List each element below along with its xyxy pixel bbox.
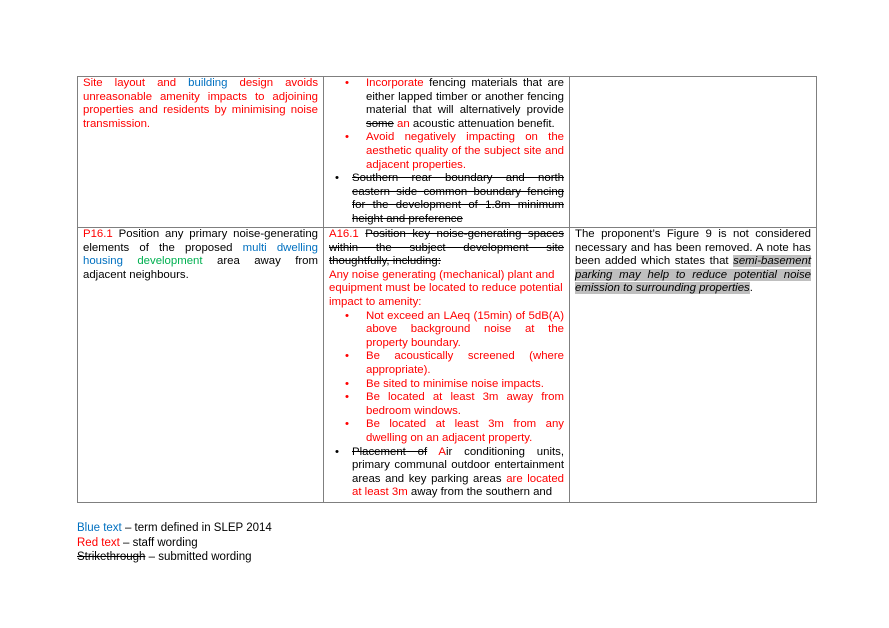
colour-legend (77, 521, 272, 565)
acceptable-solution-cell (324, 77, 570, 228)
objective-text: design avoids unreasonable amenity impacts to adjoining properties and residents by minimising noise transmission. (83, 77, 319, 130)
solution-intro: Any noise generating (mechanical) plant and equipment must be located to reduce potential impact to amenity: (329, 268, 563, 308)
list-item: • Be acoustically screened (where appropriate). (329, 350, 564, 377)
fencing-list (329, 77, 564, 227)
defined-term: multi dwelling housing (83, 241, 319, 268)
defined-term: building (188, 77, 228, 89)
performance-criteria-cell: P16.1 Position any primary noise-generating elements of the proposed multi dwelling housing development area away from adjacent neighbours. (78, 228, 324, 503)
list-item: • Southern rear boundary and north eastern side common boundary fencing for the development of 1.8m minimum height and preference (329, 172, 564, 226)
list-item: • Be located at least 3m from any dwelling on an adjacent property. (329, 418, 564, 445)
comment-cell (570, 77, 817, 228)
legend-item: Blue text – term defined in SLEP 2014 (77, 522, 272, 534)
highlighted-note: semi-basement parking may help to reduce potential noise emission to surrounding properties (575, 255, 812, 295)
solution-ref: A16.1 (329, 228, 359, 240)
controls-table (77, 76, 817, 503)
legend-item: Strikethrough – submitted wording (77, 551, 252, 563)
list-item: • Not exceed an LAeq (15min) of 5dB(A) above background noise at the property boundary. (329, 310, 564, 351)
legend-item: Red text – staff wording (77, 536, 198, 549)
list-item: • Be located at least 3m away from bedroom windows. (329, 391, 564, 418)
defined-term: development (137, 255, 203, 268)
comment-cell: The proponent’s Figure 9 is not considered necessary and has been removed. A note has been added which states that semi-basement parking may help to reduce potential noise emission to surrounding properties. (570, 228, 817, 503)
list-item: • Be sited to minimise noise impacts. (329, 378, 564, 392)
criteria-ref: P16.1 (83, 228, 113, 240)
table-row (78, 228, 817, 503)
acceptable-solution-cell: A16.1 Position key noise-generating spaces within the subject development site thoughtfully, including: Any noise generating (mechanical) plant and equipment must be located to reduce potential impact to amenity: • Not exceed an LAeq (15min) of 5dB(A) above background noise at the property boundary. • Be acoustically screened (where appropriate). • Be sited to minimise noise impacts. • Be located at least 3m away from bedroom windows. • Be located at least 3m from any dwelling on an adjacent property. • Placement of Air conditioning units, primary communal outdoor entertainment areas and key parking areas are located at least 3m away from the southern and (324, 228, 570, 503)
objective-text: Site layout and (83, 77, 177, 89)
table-row (78, 77, 817, 228)
list-item: • Placement of Air conditioning units, primary communal outdoor entertainment areas and key parking areas are located at least 3m away from the southern and (329, 446, 564, 500)
list-item: • Incorporate fencing materials that are either lapped timber or another fencing material that will alternatively provide some an acoustic attenuation benefit. (329, 77, 564, 131)
objective-cell (78, 77, 324, 228)
list-item: • Avoid negatively impacting on the aesthetic quality of the subject site and adjacent properties. (329, 131, 564, 172)
plant-requirements-list (329, 310, 564, 500)
